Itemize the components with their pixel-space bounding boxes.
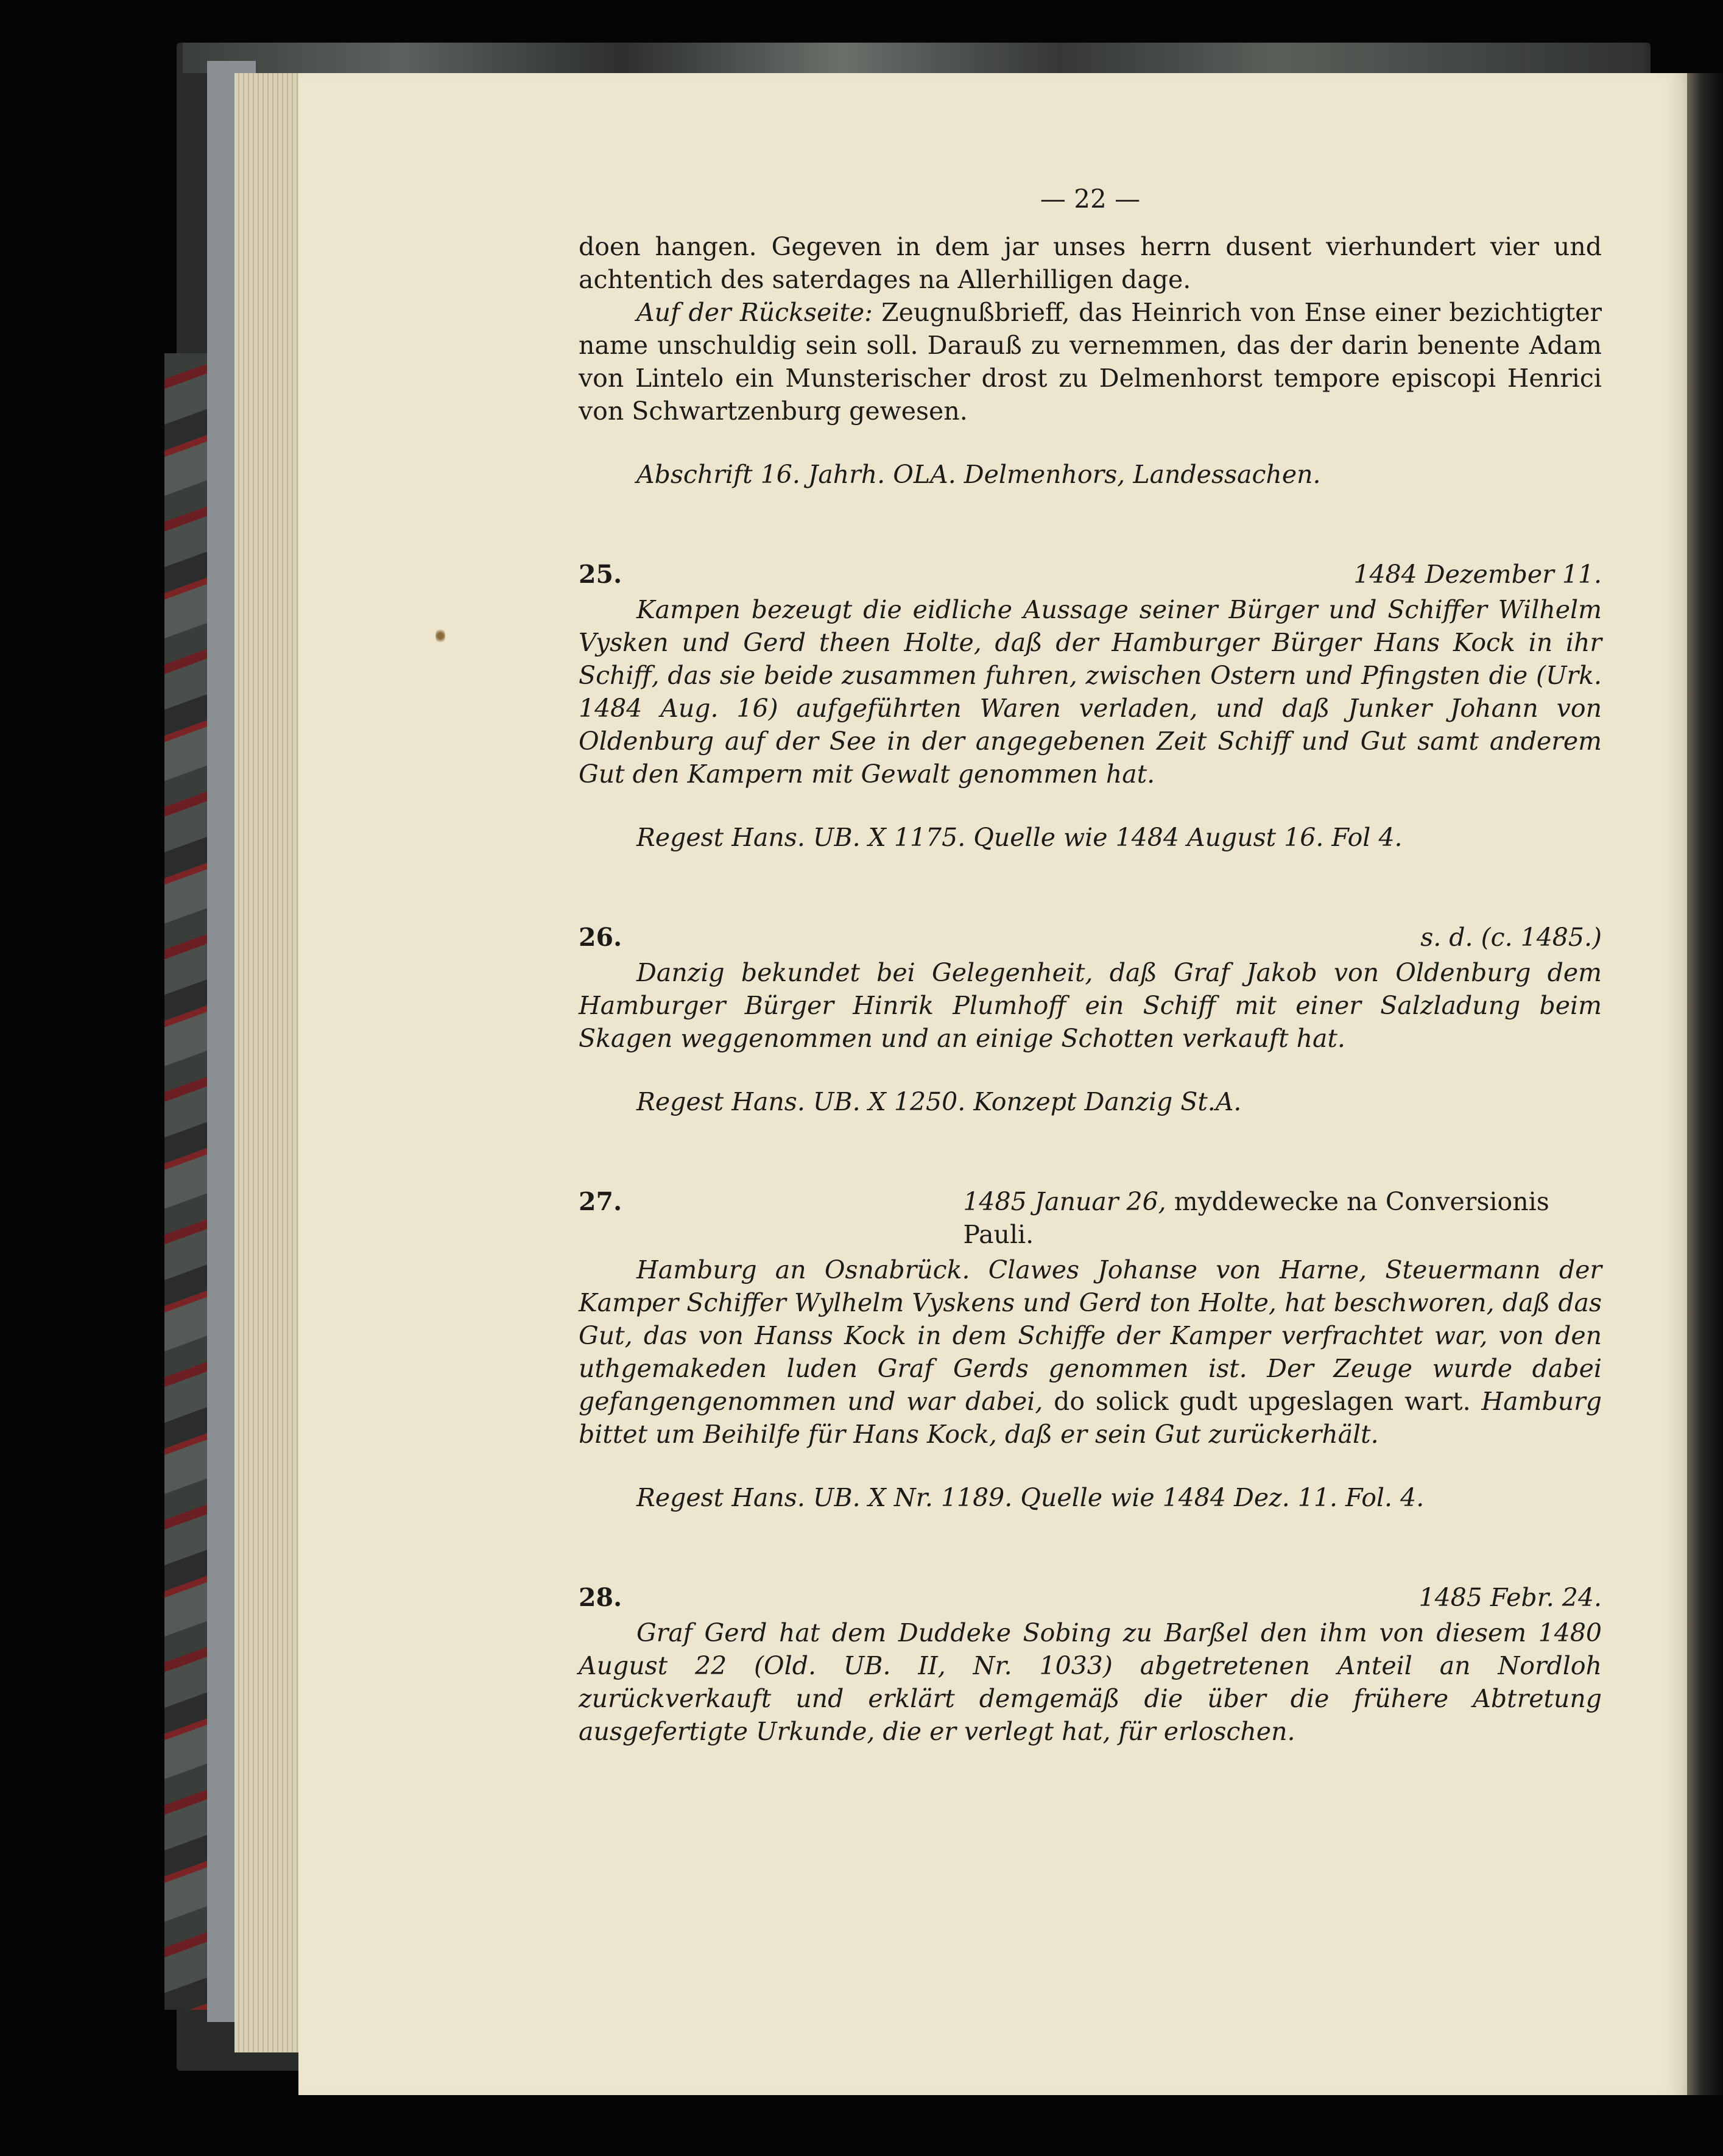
entry-date: 1484 Dezember 11. [1353,560,1602,589]
page-gutter [1687,73,1723,2095]
page-edges [234,73,301,2052]
entry-number: 25. [579,560,622,589]
entry-number: 28. [579,1583,622,1612]
entry-source: Regest Hans. UB. X 1175. Quelle wie 1484 August 16. Fol 4. [636,823,1403,852]
margin-mark [435,627,445,644]
entry-27 [579,1185,1602,1514]
entry-date: s. d. (c. 1485.) [1420,923,1602,952]
entry-25 [579,558,1602,854]
entry-number: 27. [579,1187,622,1216]
entry-regest: Graf Gerd hat dem Duddeke Sobing zu Barßel den ihm von diesem 1480 August 22 (Old. UB. II, Nr. 1033) abgetretenen Anteil an Nordloh zurückverkauft und erklärt demgemäß die über die frühere Abtretung ausgefertigte Urkunde, die er verlegt hat, für erloschen. [579,1618,1602,1746]
verso-note-label: Auf der Rückseite: [636,298,873,327]
entry-regest: Danzig bekundet bei Gelegenheit, daß Graf Jakob von Oldenburg dem Hamburger Bürger Hinrik Plumhoff ein Schiff mit einer Salzladung beim Skagen weggenommen und an einige Schotten verkauft hat. [579,958,1602,1053]
page-number: — 22 — [1040,184,1141,214]
entry-regest-part-a: Hamburg an Osnabrück. Clawes Johanse von Harne, Steuermann der Kamper Schiffer Wylhelm Vyskens und Gerd ton Holte, hat beschworen, daß das Gut, das von Hanss Kock in dem Schiffe der Kamper verfrachtet war, von den uthgemakeden luden Graf Gerds genommen ist. Der Zeuge wurde dabei gefangengenommen und war dabei, [579,1255,1602,1416]
intro-paragraph: doen hangen. Gegeven in dem jar unses herrn dusent vierhundert vier und achtentich des saterdages na Allerhilligen dage. [579,232,1602,294]
page-text-block [579,183,1602,1748]
entry-header [579,1581,1602,1614]
entry-regest-part-c: Hamburg bittet um Beihilfe für Hans Kock, daß er sein Gut zurückerhält. [579,1387,1602,1449]
entry-date-roman: myddewecke na Conversionis Pauli. [963,1187,1549,1249]
entry-source: Regest Hans. UB. X 1250. Konzept Danzig St.A. [636,1087,1242,1116]
entry-regest: Kampen bezeugt die eidliche Aussage seiner Bürger und Schiffer Wilhelm Vysken und Gerd theen Holte, daß der Hamburger Bürger Hans Kock in ihr Schiff, das sie beide zusammen fuhren, zwischen Ostern und Pfingsten die (Urk. 1484 Aug. 16) aufgeführten Waren verladen, und daß Junker Johann von Oldenburg auf der See in der angegebenen Zeit Schiff und Gut samt anderem Gut den Kampern mit Gewalt genommen hat. [579,595,1602,789]
verso-note-paragraph [579,296,1602,428]
entry-regest-quote: do solick gudt upgeslagen wart. [1043,1387,1471,1416]
marbled-endpaper-top [183,43,1644,73]
entry-header [579,558,1602,591]
intro-source: Abschrift 16. Jahrh. OLA. Delmenhors, Landessachen. [636,460,1321,489]
entry-header [579,1185,1602,1251]
entry-28 [579,1581,1602,1748]
entry-26 [579,921,1602,1118]
verso-note-text: Zeugnußbrieff, das Heinrich von Ense einer bezichtigter name unschuldig sein soll. Darauß zu vernemmen, das der darin benente Adam von Lintelo ein Munsterischer drost zu Delmenhorst tempore episcopi Henrici von Schwartzenburg gewesen. [579,298,1602,426]
entry-regest [579,1253,1602,1451]
entry-source: Regest Hans. UB. X Nr. 1189. Quelle wie 1484 Dez. 11. Fol. 4. [636,1483,1425,1512]
entry-number: 26. [579,923,622,952]
entry-date-italic: 1485 Januar 26, [963,1187,1166,1216]
entry-date [622,1185,1602,1251]
entry-date: 1485 Febr. 24. [1418,1583,1602,1612]
entry-header [579,921,1602,954]
